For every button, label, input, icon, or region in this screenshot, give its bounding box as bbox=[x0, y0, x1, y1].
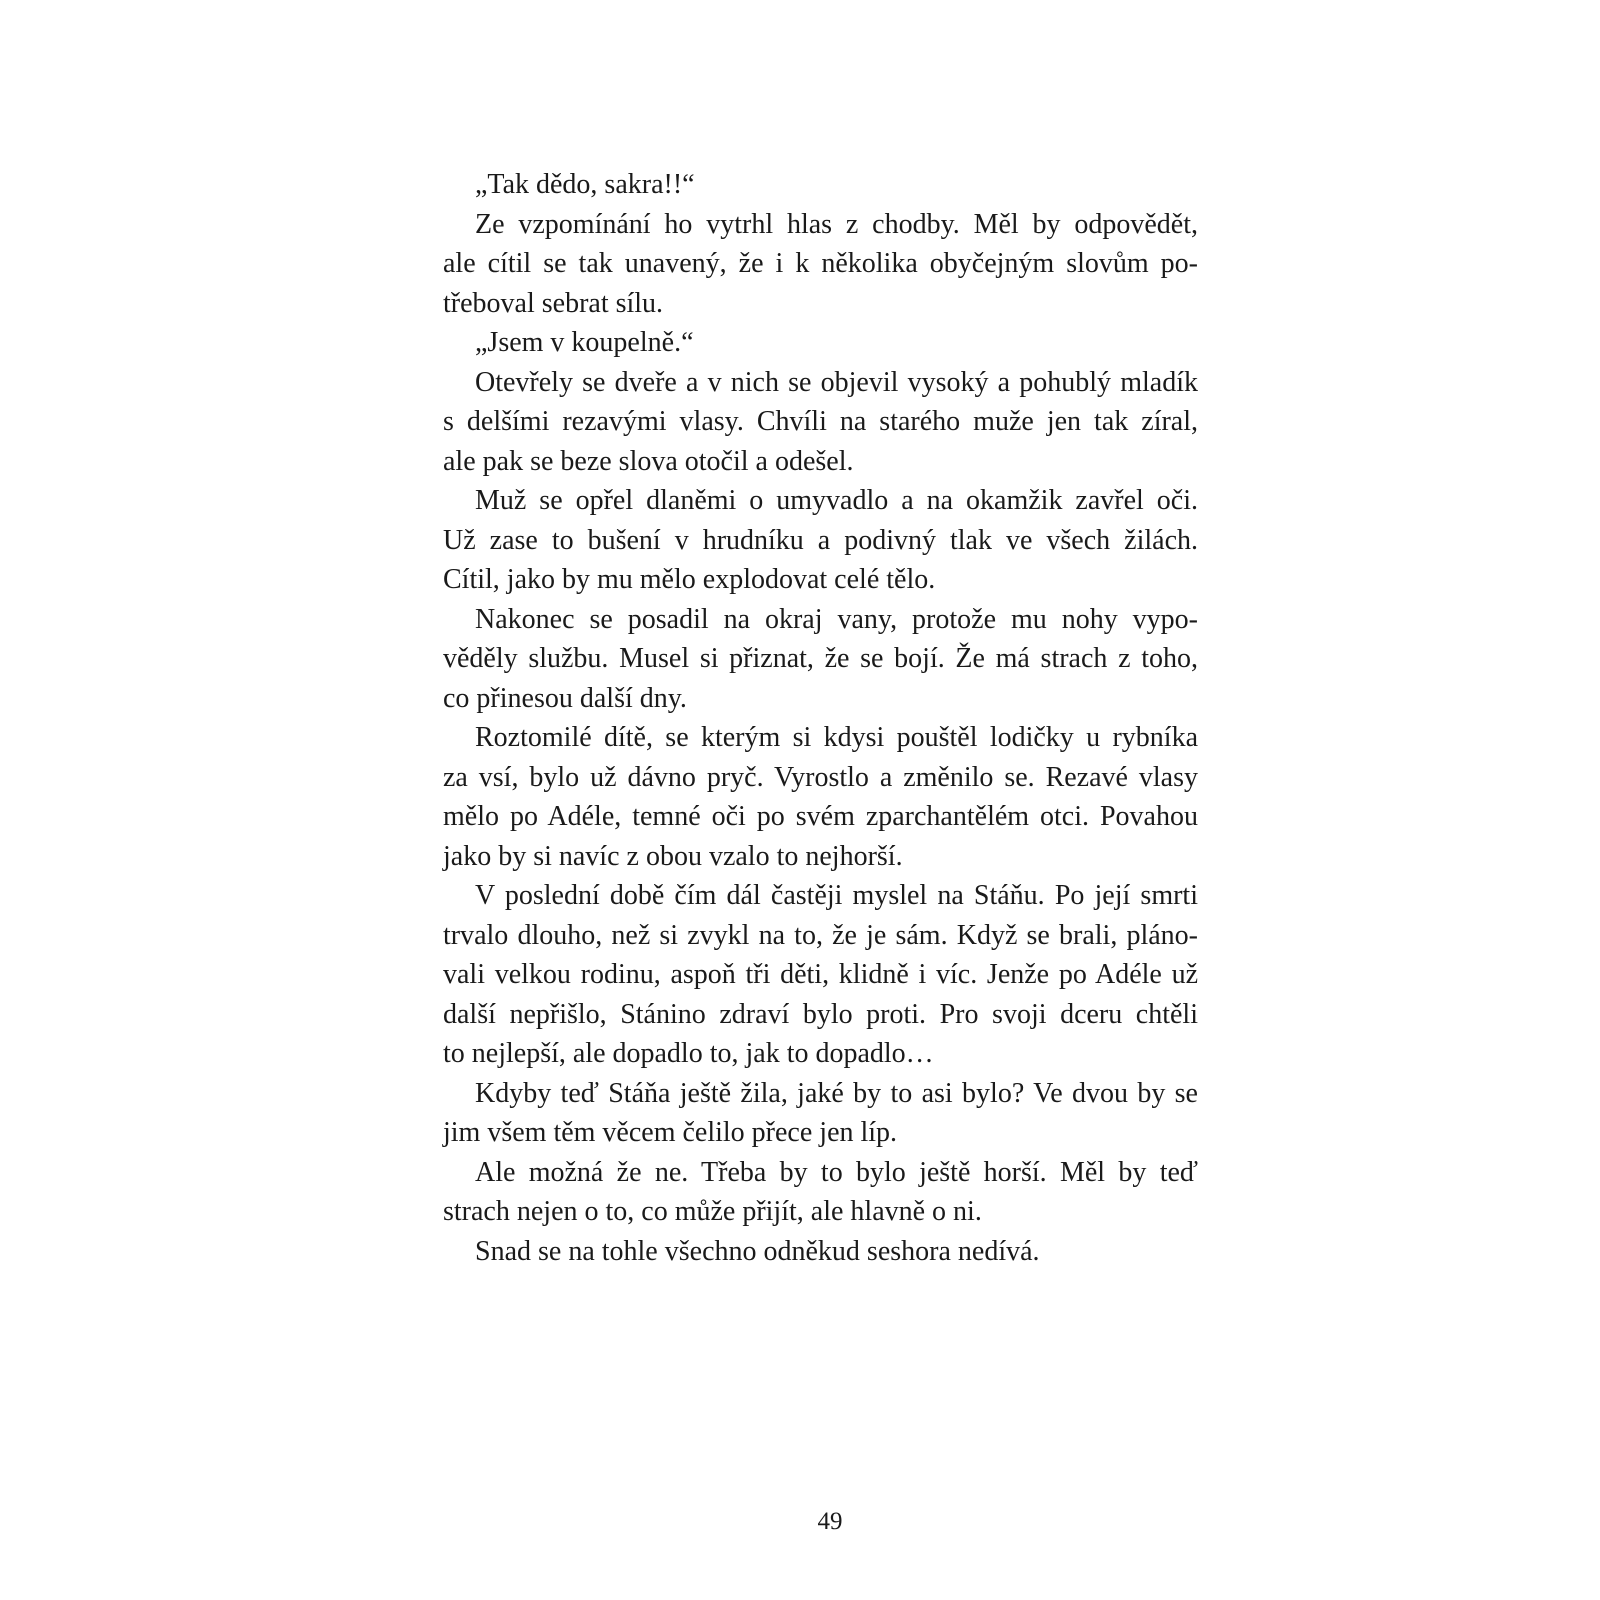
text-line: co přinesou další dny. bbox=[443, 682, 687, 714]
text-line: Nakonec se posadil na okraj vany, protože mu nohy vypo- bbox=[475, 603, 1198, 635]
text-line: vali velkou rodinu, aspoň tři děti, klidně i víc. Jenže po Adéle už bbox=[443, 959, 1198, 990]
text-line: strach nejen o to, co může přijít, ale hlavně o ni. bbox=[443, 1196, 982, 1227]
text-line: třeboval sebrat sílu. bbox=[443, 287, 664, 319]
text-line: jako by si navíc z obou vzalo to nejhorší. bbox=[443, 840, 903, 872]
text-line: Roztomilé dítě, se kterým si kdysi pouštěl lodičky u rybníka bbox=[475, 722, 1198, 753]
text-line: Ze vzpomínání ho vytrhl hlas z chodby. Měl by odpovědět, bbox=[475, 208, 1198, 240]
text-line: „Tak dědo, sakra!!“ bbox=[475, 169, 695, 200]
text-line: Muž se opřel dlaněmi o umyvadlo a na okamžik zavřel oči. bbox=[475, 485, 1198, 516]
text-line: Kdyby teď Stáňa ještě žila, jaké by to asi bylo? Ve dvou by se bbox=[475, 1077, 1198, 1109]
text-line: s delšími rezavými vlasy. Chvíli na starého muže jen tak zíral, bbox=[443, 406, 1198, 437]
text-line: další nepřišlo, Stánino zdraví bylo proti. Pro svoji dceru chtěli bbox=[443, 998, 1198, 1030]
text-line: V poslední době čím dál častěji myslel na Stáňu. Po její smrti bbox=[475, 880, 1198, 911]
text-line: jim všem těm věcem čelilo přece jen líp. bbox=[443, 1117, 898, 1148]
text-line: ale cítil se tak unavený, že i k několika obyčejným slovům po- bbox=[443, 248, 1198, 279]
text-line: trvalo dlouho, než si zvykl na to, že je sám. Když se brali, pláno- bbox=[443, 919, 1198, 951]
text-line: Snad se na tohle všechno odněkud seshora nedívá. bbox=[475, 1235, 1040, 1267]
page-number: 49 bbox=[817, 1508, 843, 1535]
text-line: věděly službu. Musel si přiznat, že se bojí. Že má strach z toho, bbox=[443, 643, 1198, 674]
text-line: to nejlepší, ale dopadlo to, jak to dopadlo… bbox=[443, 1038, 934, 1069]
text-line: mělo po Adéle, temné oči po svém zparchantělém otci. Povahou bbox=[443, 801, 1198, 832]
body-text bbox=[443, 165, 1198, 1271]
text-line: Otevřely se dveře a v nich se objevil vysoký a pohublý mladík bbox=[475, 366, 1198, 398]
text-line: „Jsem v koupelně.“ bbox=[475, 327, 694, 358]
text-line: Už zase to bušení v hrudníku a podivný tlak ve všech žilách. bbox=[443, 524, 1198, 556]
text-line: Cítil, jako by mu mělo explodovat celé tělo. bbox=[443, 564, 936, 595]
text-line: Ale možná že ne. Třeba by to bylo ještě horší. Měl by teď bbox=[475, 1156, 1198, 1188]
text-line: ale pak se beze slova otočil a odešel. bbox=[443, 445, 854, 477]
text-line: za vsí, bylo už dávno pryč. Vyrostlo a změnilo se. Rezavé vlasy bbox=[443, 761, 1198, 793]
